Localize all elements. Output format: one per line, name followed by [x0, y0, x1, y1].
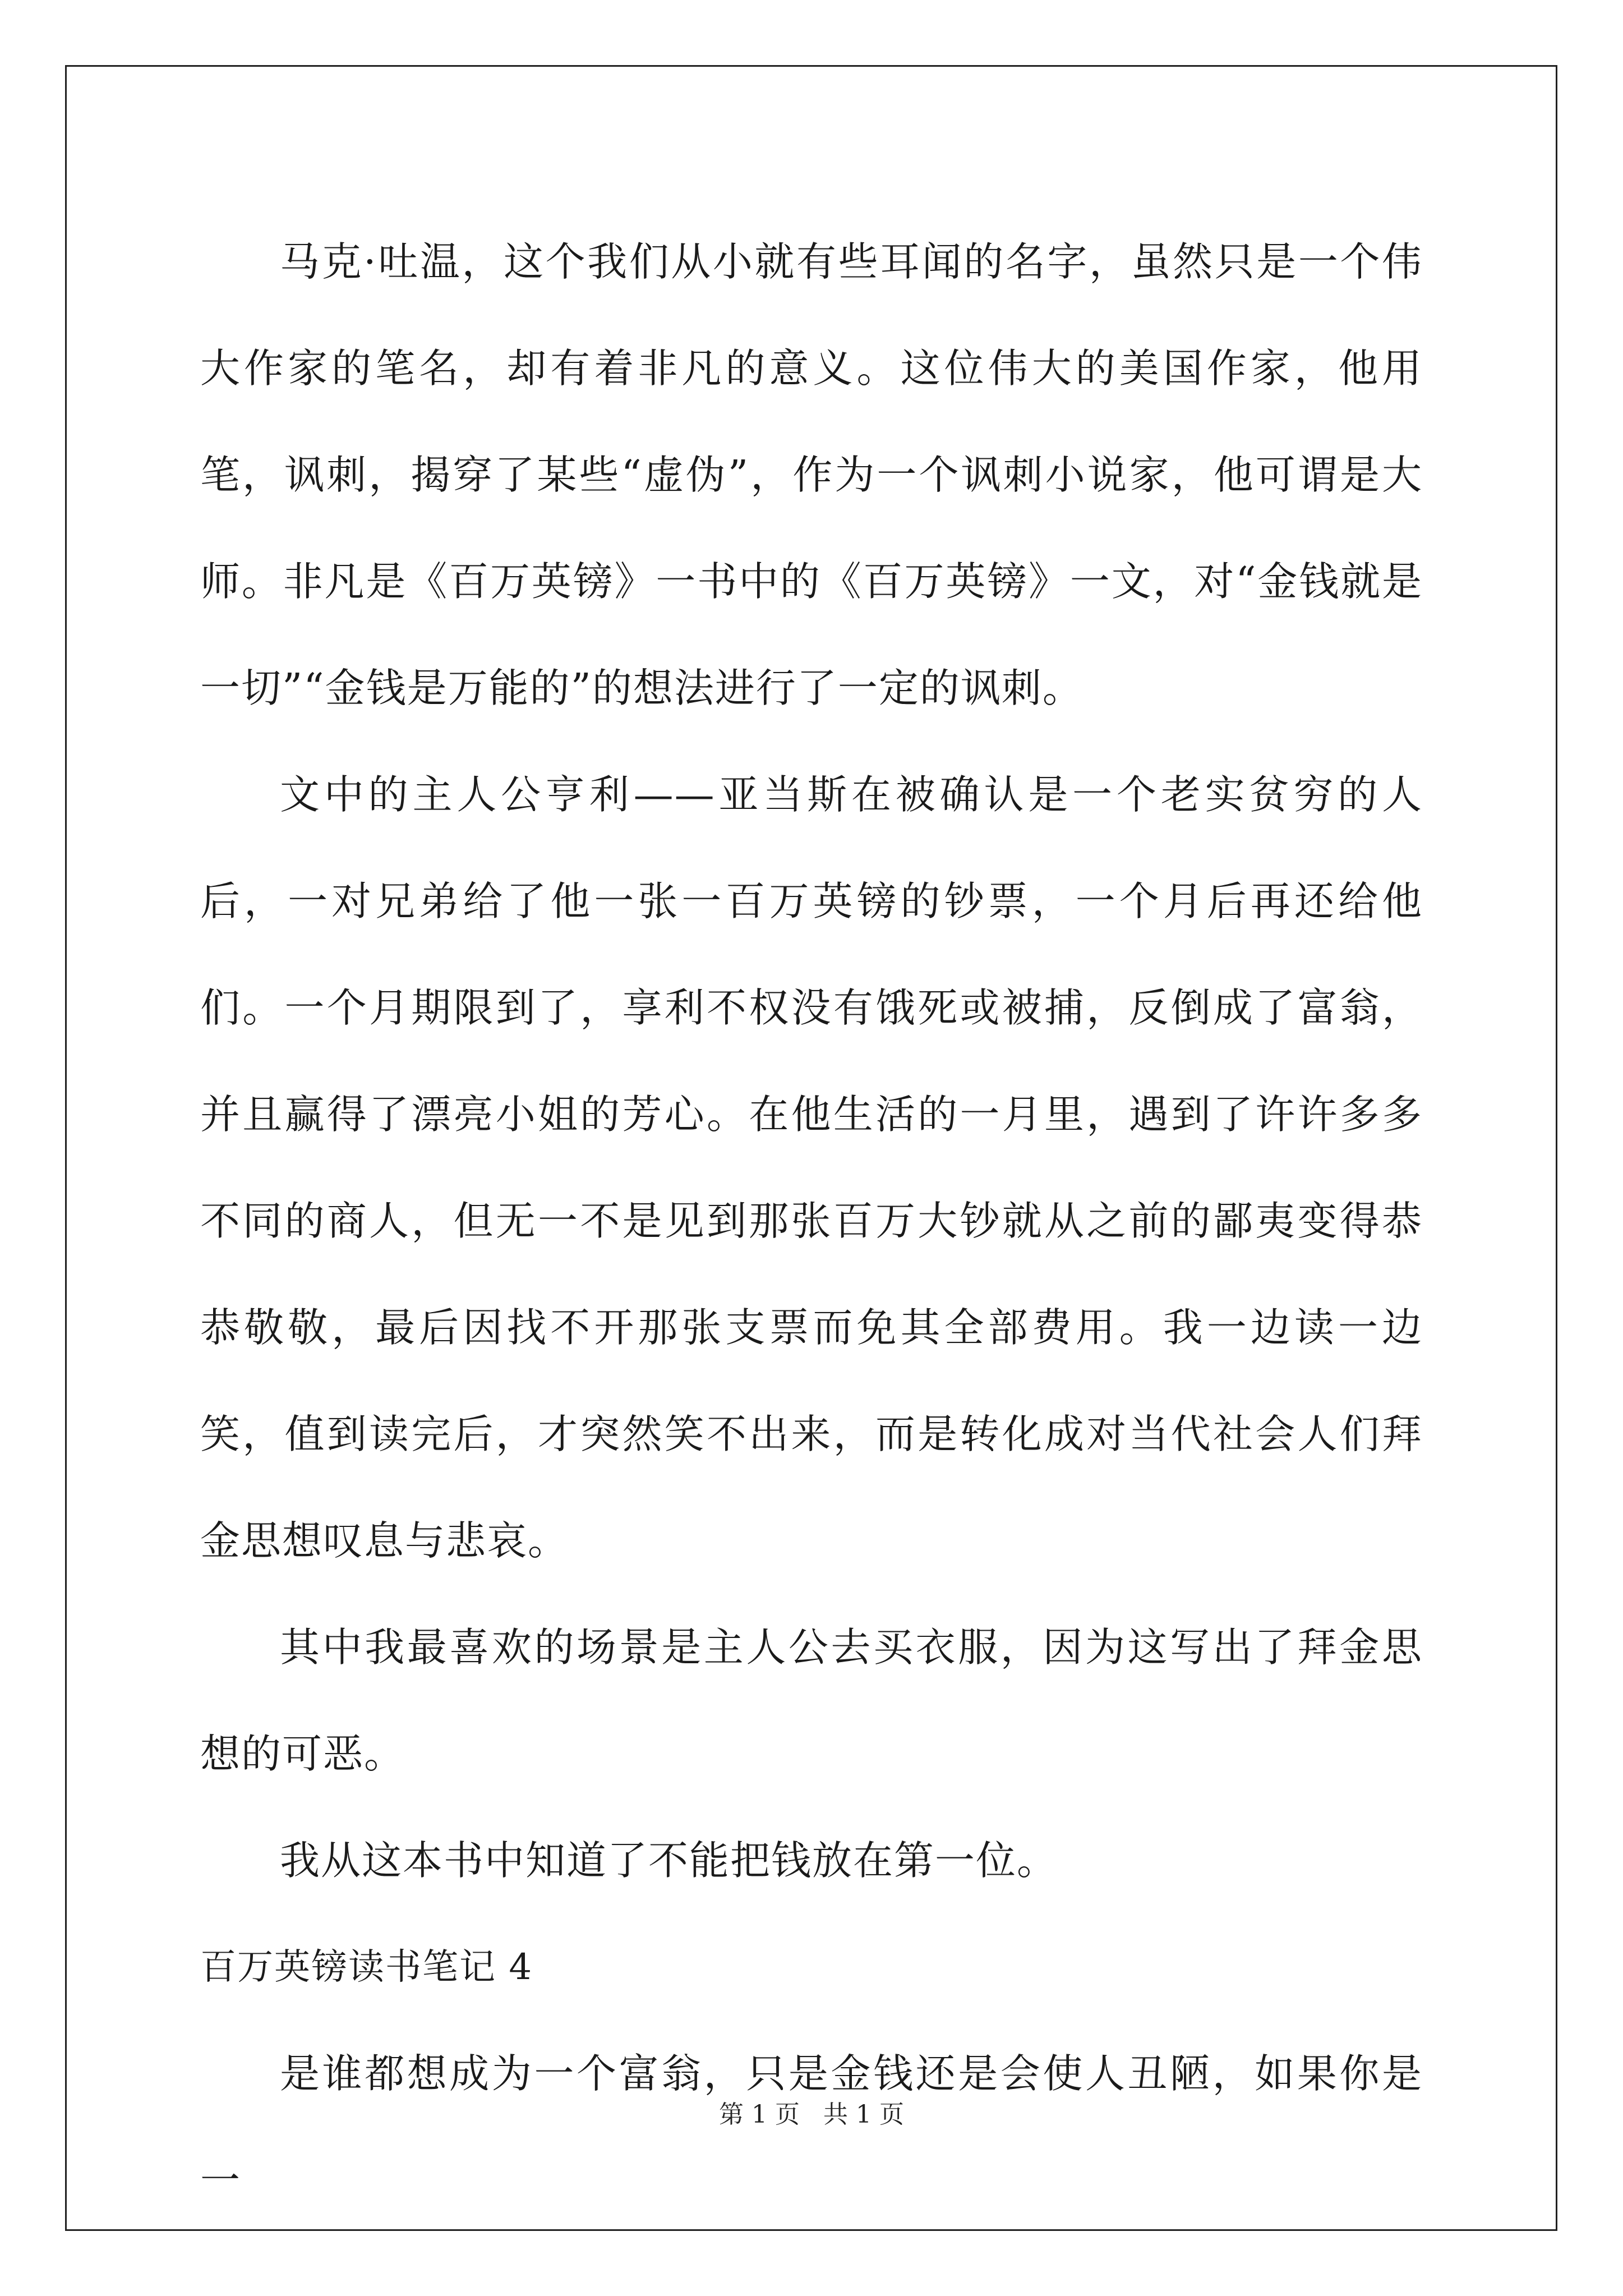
document-body — [200, 209, 1423, 2234]
paragraph-1: 马克·吐温，这个我们从小就有些耳闻的名字，虽然只是一个伟大作家的笔名，却有着非凡的意义。这位伟大的美国作家，他用笔，讽刺，揭穿了某些“虚伪”，作为一个讽刺小说家，他可谓是大师。非凡是《百万英镑》一书中的《百万英镑》一文，对“金钱就是一切”“金钱是万能的”的想法进行了一定的讽刺。 — [200, 238, 1423, 711]
paragraph-5: 是谁都想成为一个富翁，只是金钱还是会使人丑陋，如果你是一 — [200, 2050, 1423, 2203]
page-number-current: 第 1 页 — [719, 2100, 800, 2129]
page-footer — [0, 2098, 1623, 2132]
page-number-total: 共 1 页 — [823, 2100, 904, 2129]
paragraph-3: 其中我最喜欢的场景是主人公去买衣服，因为这写出了拜金思想的可恶。 — [200, 1624, 1423, 1777]
section-heading: 百万英镑读书笔记 4 — [200, 1947, 533, 1988]
paragraph-4: 我从这本书中知道了不能把钱放在第一位。 — [280, 1837, 1058, 1884]
paragraph-2: 文中的主人公亨利——亚当斯在被确认是一个老实贫穷的人后，一对兄弟给了他一张一百万英镑的钞票，一个月后再还给他们。一个月期限到了，享利不权没有饿死或被捕，反倒成了富翁，并且赢得了漂亮小姐的芳心。在他生活的一月里，遇到了许许多多不同的商人，但无一不是见到那张百万大钞就从之前的鄙夷变得恭恭敬敬，最后因找不开那张支票而免其全部费用。我一边读一边笑，值到读完后，才突然笑不出来，而是转化成对当代社会人们拜金思想叹息与悲哀。 — [200, 771, 1423, 1564]
